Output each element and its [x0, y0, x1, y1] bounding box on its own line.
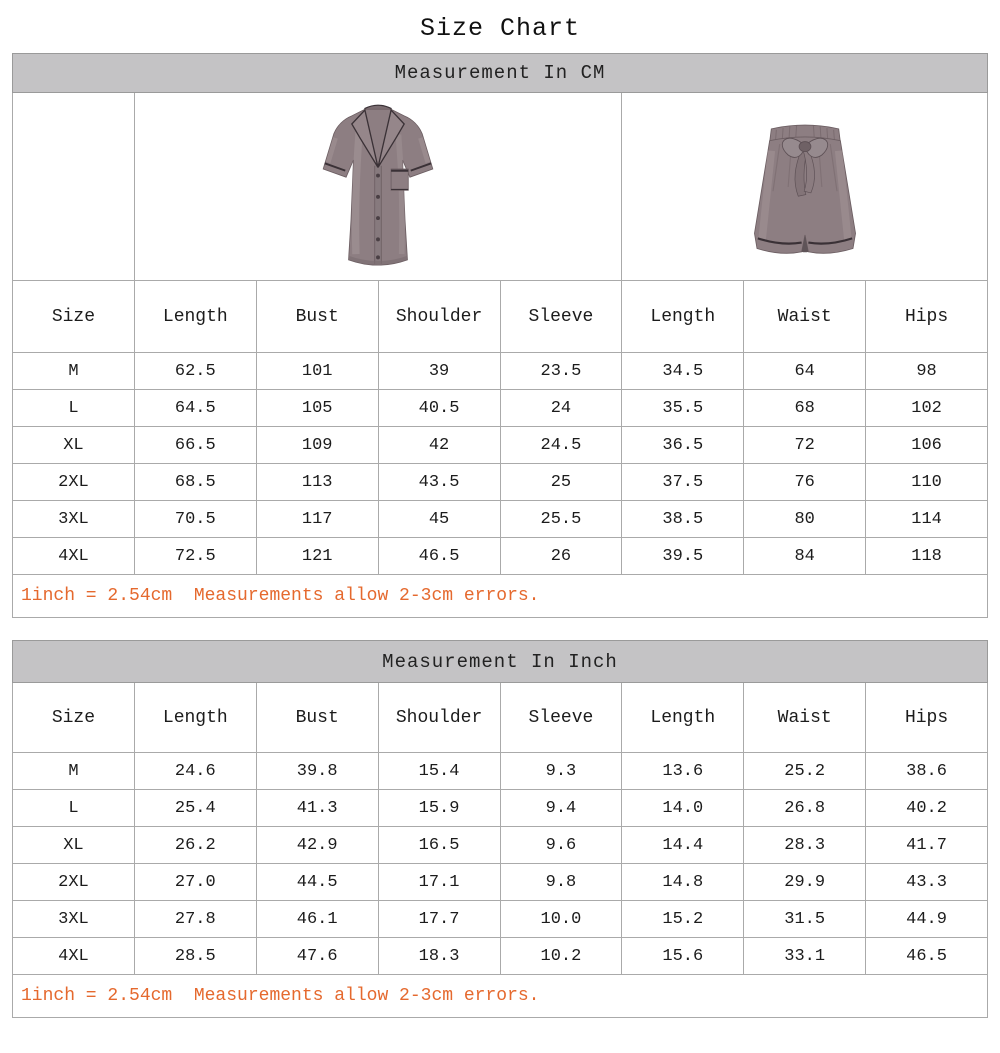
sleeve-cell: 10.0 — [500, 901, 622, 938]
column-header: Shoulder — [378, 683, 500, 753]
sleeve-cell: 10.2 — [500, 938, 622, 975]
table-row — [13, 353, 988, 390]
top-length-cell: 62.5 — [134, 353, 256, 390]
hips-cell: 44.9 — [866, 901, 988, 938]
sleeve-cell: 24.5 — [500, 427, 622, 464]
shoulder-cell: 42 — [378, 427, 500, 464]
hips-cell: 38.6 — [866, 753, 988, 790]
hips-cell: 40.2 — [866, 790, 988, 827]
hips-cell: 118 — [866, 538, 988, 575]
table-row — [13, 427, 988, 464]
size-cell: M — [13, 753, 135, 790]
bottom-length-cell: 35.5 — [622, 390, 744, 427]
pajama-shorts-icon — [717, 107, 893, 267]
column-header: Bust — [256, 281, 378, 353]
cm-table-title: Measurement In CM — [13, 54, 988, 93]
shoulder-cell: 43.5 — [378, 464, 500, 501]
column-header: Waist — [744, 683, 866, 753]
size-cell: 2XL — [13, 864, 135, 901]
inch-measurement-table — [12, 640, 988, 1018]
bust-cell: 105 — [256, 390, 378, 427]
shoulder-cell: 15.4 — [378, 753, 500, 790]
shoulder-cell: 40.5 — [378, 390, 500, 427]
inch-table-title: Measurement In Inch — [13, 641, 988, 683]
column-header: Size — [13, 683, 135, 753]
column-header: Hips — [866, 683, 988, 753]
size-cell: XL — [13, 427, 135, 464]
bust-cell: 101 — [256, 353, 378, 390]
bottom-length-cell: 37.5 — [622, 464, 744, 501]
size-cell: 2XL — [13, 464, 135, 501]
top-length-cell: 72.5 — [134, 538, 256, 575]
shoulder-cell: 17.1 — [378, 864, 500, 901]
column-header: Length — [622, 281, 744, 353]
cm-header-row — [13, 281, 988, 353]
sleeve-cell: 25.5 — [500, 501, 622, 538]
bottom-length-cell: 13.6 — [622, 753, 744, 790]
table-row — [13, 464, 988, 501]
hips-cell: 43.3 — [866, 864, 988, 901]
shoulder-cell: 39 — [378, 353, 500, 390]
waist-cell: 72 — [744, 427, 866, 464]
inch-note-row — [13, 975, 988, 1018]
bust-cell: 109 — [256, 427, 378, 464]
pajama-shirt-icon — [294, 97, 462, 277]
column-header: Hips — [866, 281, 988, 353]
waist-cell: 26.8 — [744, 790, 866, 827]
waist-cell: 25.2 — [744, 753, 866, 790]
shoulder-cell: 17.7 — [378, 901, 500, 938]
cm-note-row — [13, 575, 988, 618]
bust-cell: 47.6 — [256, 938, 378, 975]
size-cell: 3XL — [13, 501, 135, 538]
bust-cell: 44.5 — [256, 864, 378, 901]
column-header: Waist — [744, 281, 866, 353]
size-cell: 3XL — [13, 901, 135, 938]
sleeve-cell: 25 — [500, 464, 622, 501]
top-length-cell: 24.6 — [134, 753, 256, 790]
size-cell: XL — [13, 827, 135, 864]
image-row-spacer-cell — [13, 93, 135, 281]
column-header: Sleeve — [500, 281, 622, 353]
size-cell: 4XL — [13, 938, 135, 975]
waist-cell: 28.3 — [744, 827, 866, 864]
inch-note: 1inch = 2.54cm Measurements allow 2-3cm errors. — [13, 975, 988, 1018]
hips-cell: 102 — [866, 390, 988, 427]
page-title: Size Chart — [419, 14, 581, 43]
bottom-length-cell: 15.6 — [622, 938, 744, 975]
waist-cell: 29.9 — [744, 864, 866, 901]
column-header: Size — [13, 281, 135, 353]
column-header: Bust — [256, 683, 378, 753]
column-header: Length — [622, 683, 744, 753]
top-length-cell: 28.5 — [134, 938, 256, 975]
waist-cell: 80 — [744, 501, 866, 538]
hips-cell: 106 — [866, 427, 988, 464]
bottom-length-cell: 39.5 — [622, 538, 744, 575]
table-row — [13, 538, 988, 575]
shoulder-cell: 15.9 — [378, 790, 500, 827]
table-row — [13, 901, 988, 938]
size-cell: L — [13, 790, 135, 827]
hips-cell: 114 — [866, 501, 988, 538]
shorts-image-cell — [622, 93, 988, 281]
column-header: Length — [134, 281, 256, 353]
bust-cell: 46.1 — [256, 901, 378, 938]
hips-cell: 98 — [866, 353, 988, 390]
waist-cell: 68 — [744, 390, 866, 427]
sleeve-cell: 24 — [500, 390, 622, 427]
table-row — [13, 864, 988, 901]
table-row — [13, 501, 988, 538]
waist-cell: 31.5 — [744, 901, 866, 938]
bottom-length-cell: 34.5 — [622, 353, 744, 390]
top-length-cell: 26.2 — [134, 827, 256, 864]
bottom-length-cell: 38.5 — [622, 501, 744, 538]
bust-cell: 113 — [256, 464, 378, 501]
bust-cell: 41.3 — [256, 790, 378, 827]
table-row — [13, 827, 988, 864]
sleeve-cell: 23.5 — [500, 353, 622, 390]
table-row — [13, 938, 988, 975]
product-image-row — [13, 93, 988, 281]
table-row — [13, 753, 988, 790]
sleeve-cell: 9.8 — [500, 864, 622, 901]
bottom-length-cell: 14.0 — [622, 790, 744, 827]
top-length-cell: 27.0 — [134, 864, 256, 901]
size-cell: M — [13, 353, 135, 390]
column-header: Sleeve — [500, 683, 622, 753]
sleeve-cell: 9.3 — [500, 753, 622, 790]
bust-cell: 42.9 — [256, 827, 378, 864]
top-length-cell: 66.5 — [134, 427, 256, 464]
hips-cell: 46.5 — [866, 938, 988, 975]
sleeve-cell: 9.6 — [500, 827, 622, 864]
bottom-length-cell: 36.5 — [622, 427, 744, 464]
cm-measurement-table — [12, 53, 988, 618]
top-length-cell: 25.4 — [134, 790, 256, 827]
hips-cell: 110 — [866, 464, 988, 501]
shoulder-cell: 16.5 — [378, 827, 500, 864]
bottom-length-cell: 14.4 — [622, 827, 744, 864]
shoulder-cell: 18.3 — [378, 938, 500, 975]
top-length-cell: 27.8 — [134, 901, 256, 938]
column-header: Shoulder — [378, 281, 500, 353]
column-header: Length — [134, 683, 256, 753]
table-row — [13, 790, 988, 827]
bust-cell: 39.8 — [256, 753, 378, 790]
cm-table-title-row — [13, 54, 988, 93]
inch-header-row — [13, 683, 988, 753]
top-length-cell: 64.5 — [134, 390, 256, 427]
table-row — [13, 390, 988, 427]
shoulder-cell: 46.5 — [378, 538, 500, 575]
waist-cell: 33.1 — [744, 938, 866, 975]
top-length-cell: 70.5 — [134, 501, 256, 538]
waist-cell: 76 — [744, 464, 866, 501]
shirt-image-cell — [134, 93, 622, 281]
top-length-cell: 68.5 — [134, 464, 256, 501]
bust-cell: 121 — [256, 538, 378, 575]
inch-table-title-row — [13, 641, 988, 683]
sleeve-cell: 9.4 — [500, 790, 622, 827]
bottom-length-cell: 14.8 — [622, 864, 744, 901]
bust-cell: 117 — [256, 501, 378, 538]
sleeve-cell: 26 — [500, 538, 622, 575]
cm-note: 1inch = 2.54cm Measurements allow 2-3cm errors. — [13, 575, 988, 618]
size-cell: L — [13, 390, 135, 427]
hips-cell: 41.7 — [866, 827, 988, 864]
shoulder-cell: 45 — [378, 501, 500, 538]
bottom-length-cell: 15.2 — [622, 901, 744, 938]
waist-cell: 84 — [744, 538, 866, 575]
waist-cell: 64 — [744, 353, 866, 390]
size-cell: 4XL — [13, 538, 135, 575]
